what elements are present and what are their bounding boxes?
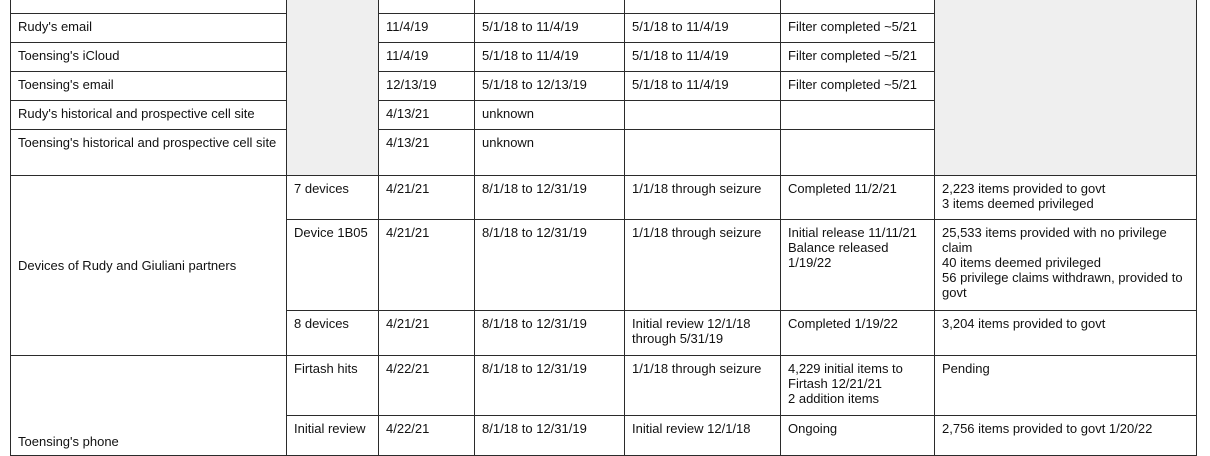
table-row — [11, 356, 1197, 416]
table-cell — [11, 0, 287, 14]
status-cell: Filter completed ~5/21 — [781, 43, 935, 72]
status-cell — [781, 176, 935, 220]
result-cell — [935, 416, 1197, 456]
date-cell: 11/4/19 — [379, 43, 475, 72]
status-cell — [781, 130, 935, 176]
date-cell: 12/13/19 — [379, 72, 475, 101]
range-cell: 5/1/18 to 11/4/19 — [475, 14, 625, 43]
table-cell — [625, 0, 781, 14]
date-cell: 4/22/21 — [379, 356, 475, 416]
source-cell: Toensing's iCloud — [11, 43, 287, 72]
group-label: Toensing's phone — [18, 434, 119, 449]
status-line: Initial release 11/11/21 — [788, 225, 917, 240]
range-cell: 5/1/18 to 11/4/19 — [475, 43, 625, 72]
range-cell: Initial review 12/1/18 — [625, 416, 781, 456]
result-line: 3,204 items provided to govt — [942, 316, 1106, 331]
result-line: 2,756 items provided to govt 1/20/22 — [942, 421, 1153, 436]
status-line: 2 addition items — [788, 391, 880, 406]
result-line: Pending — [942, 361, 990, 376]
result-line: 56 privilege claims withdrawn, provided to govt — [942, 270, 1183, 300]
range-cell — [625, 130, 781, 176]
result-cell — [935, 311, 1197, 356]
status-line: 4,229 initial items to Firtash 12/21/21 — [788, 361, 903, 391]
status-cell: Filter completed ~5/21 — [781, 14, 935, 43]
range-cell: unknown — [475, 101, 625, 130]
range-cell: unknown — [475, 130, 625, 176]
result-line: 25,533 items provided with no privilege claim — [942, 225, 1167, 255]
range-cell: 8/1/18 to 12/31/19 — [475, 356, 625, 416]
status-line: Completed 11/2/21 — [788, 181, 897, 196]
date-cell: 4/21/21 — [379, 176, 475, 220]
production-status-table — [10, 0, 1197, 456]
range-cell: Initial review 12/1/18 through 5/31/19 — [625, 311, 781, 356]
source-cell: Rudy's historical and prospective cell site — [11, 101, 287, 130]
range-cell: 1/1/18 through seizure — [625, 176, 781, 220]
range-cell: 5/1/18 to 11/4/19 — [625, 43, 781, 72]
device-cell: Initial review — [287, 416, 379, 456]
range-cell — [625, 101, 781, 130]
device-cell: 8 devices — [287, 311, 379, 356]
status-cell — [781, 356, 935, 416]
result-line: 40 items deemed privileged — [942, 255, 1101, 270]
device-cell: Firtash hits — [287, 356, 379, 416]
status-cell — [781, 101, 935, 130]
result-cell — [935, 176, 1197, 220]
table-row — [11, 0, 1197, 14]
table-cell — [781, 0, 935, 14]
device-cell: Device 1B05 — [287, 220, 379, 311]
date-cell: 4/13/21 — [379, 101, 475, 130]
result-line: 3 items deemed privileged — [942, 196, 1094, 211]
status-cell: Filter completed ~5/21 — [781, 72, 935, 101]
table-cell-empty-grey — [287, 0, 379, 176]
device-cell: 7 devices — [287, 176, 379, 220]
status-line: Ongoing — [788, 421, 838, 436]
source-cell: Toensing's historical and prospective cell site — [11, 130, 287, 176]
range-cell: 8/1/18 to 12/31/19 — [475, 220, 625, 311]
range-cell: 1/1/18 through seizure — [625, 356, 781, 416]
source-cell: Toensing's email — [11, 72, 287, 101]
group-cell — [11, 356, 287, 456]
table-cell — [475, 0, 625, 14]
result-cell — [935, 356, 1197, 416]
status-cell — [781, 220, 935, 311]
range-cell: 5/1/18 to 11/4/19 — [625, 72, 781, 101]
range-cell: 1/1/18 through seizure — [625, 220, 781, 311]
range-cell: 8/1/18 to 12/31/19 — [475, 176, 625, 220]
table-cell-empty-grey — [935, 0, 1197, 176]
status-cell — [781, 311, 935, 356]
source-cell: Rudy's email — [11, 14, 287, 43]
status-cell — [781, 416, 935, 456]
table-row — [11, 176, 1197, 220]
status-line: Completed 1/19/22 — [788, 316, 898, 331]
range-cell: 5/1/18 to 11/4/19 — [625, 14, 781, 43]
result-cell — [935, 220, 1197, 311]
date-cell: 4/22/21 — [379, 416, 475, 456]
date-cell: 4/13/21 — [379, 130, 475, 176]
status-line: Balance released 1/19/22 — [788, 240, 889, 270]
range-cell: 8/1/18 to 12/31/19 — [475, 311, 625, 356]
range-cell: 8/1/18 to 12/31/19 — [475, 416, 625, 456]
result-line: 2,223 items provided to govt — [942, 181, 1106, 196]
date-cell: 4/21/21 — [379, 311, 475, 356]
table-cell — [379, 0, 475, 14]
range-cell: 5/1/18 to 12/13/19 — [475, 72, 625, 101]
group-cell: Devices of Rudy and Giuliani partners — [11, 176, 287, 356]
date-cell: 11/4/19 — [379, 14, 475, 43]
date-cell: 4/21/21 — [379, 220, 475, 311]
